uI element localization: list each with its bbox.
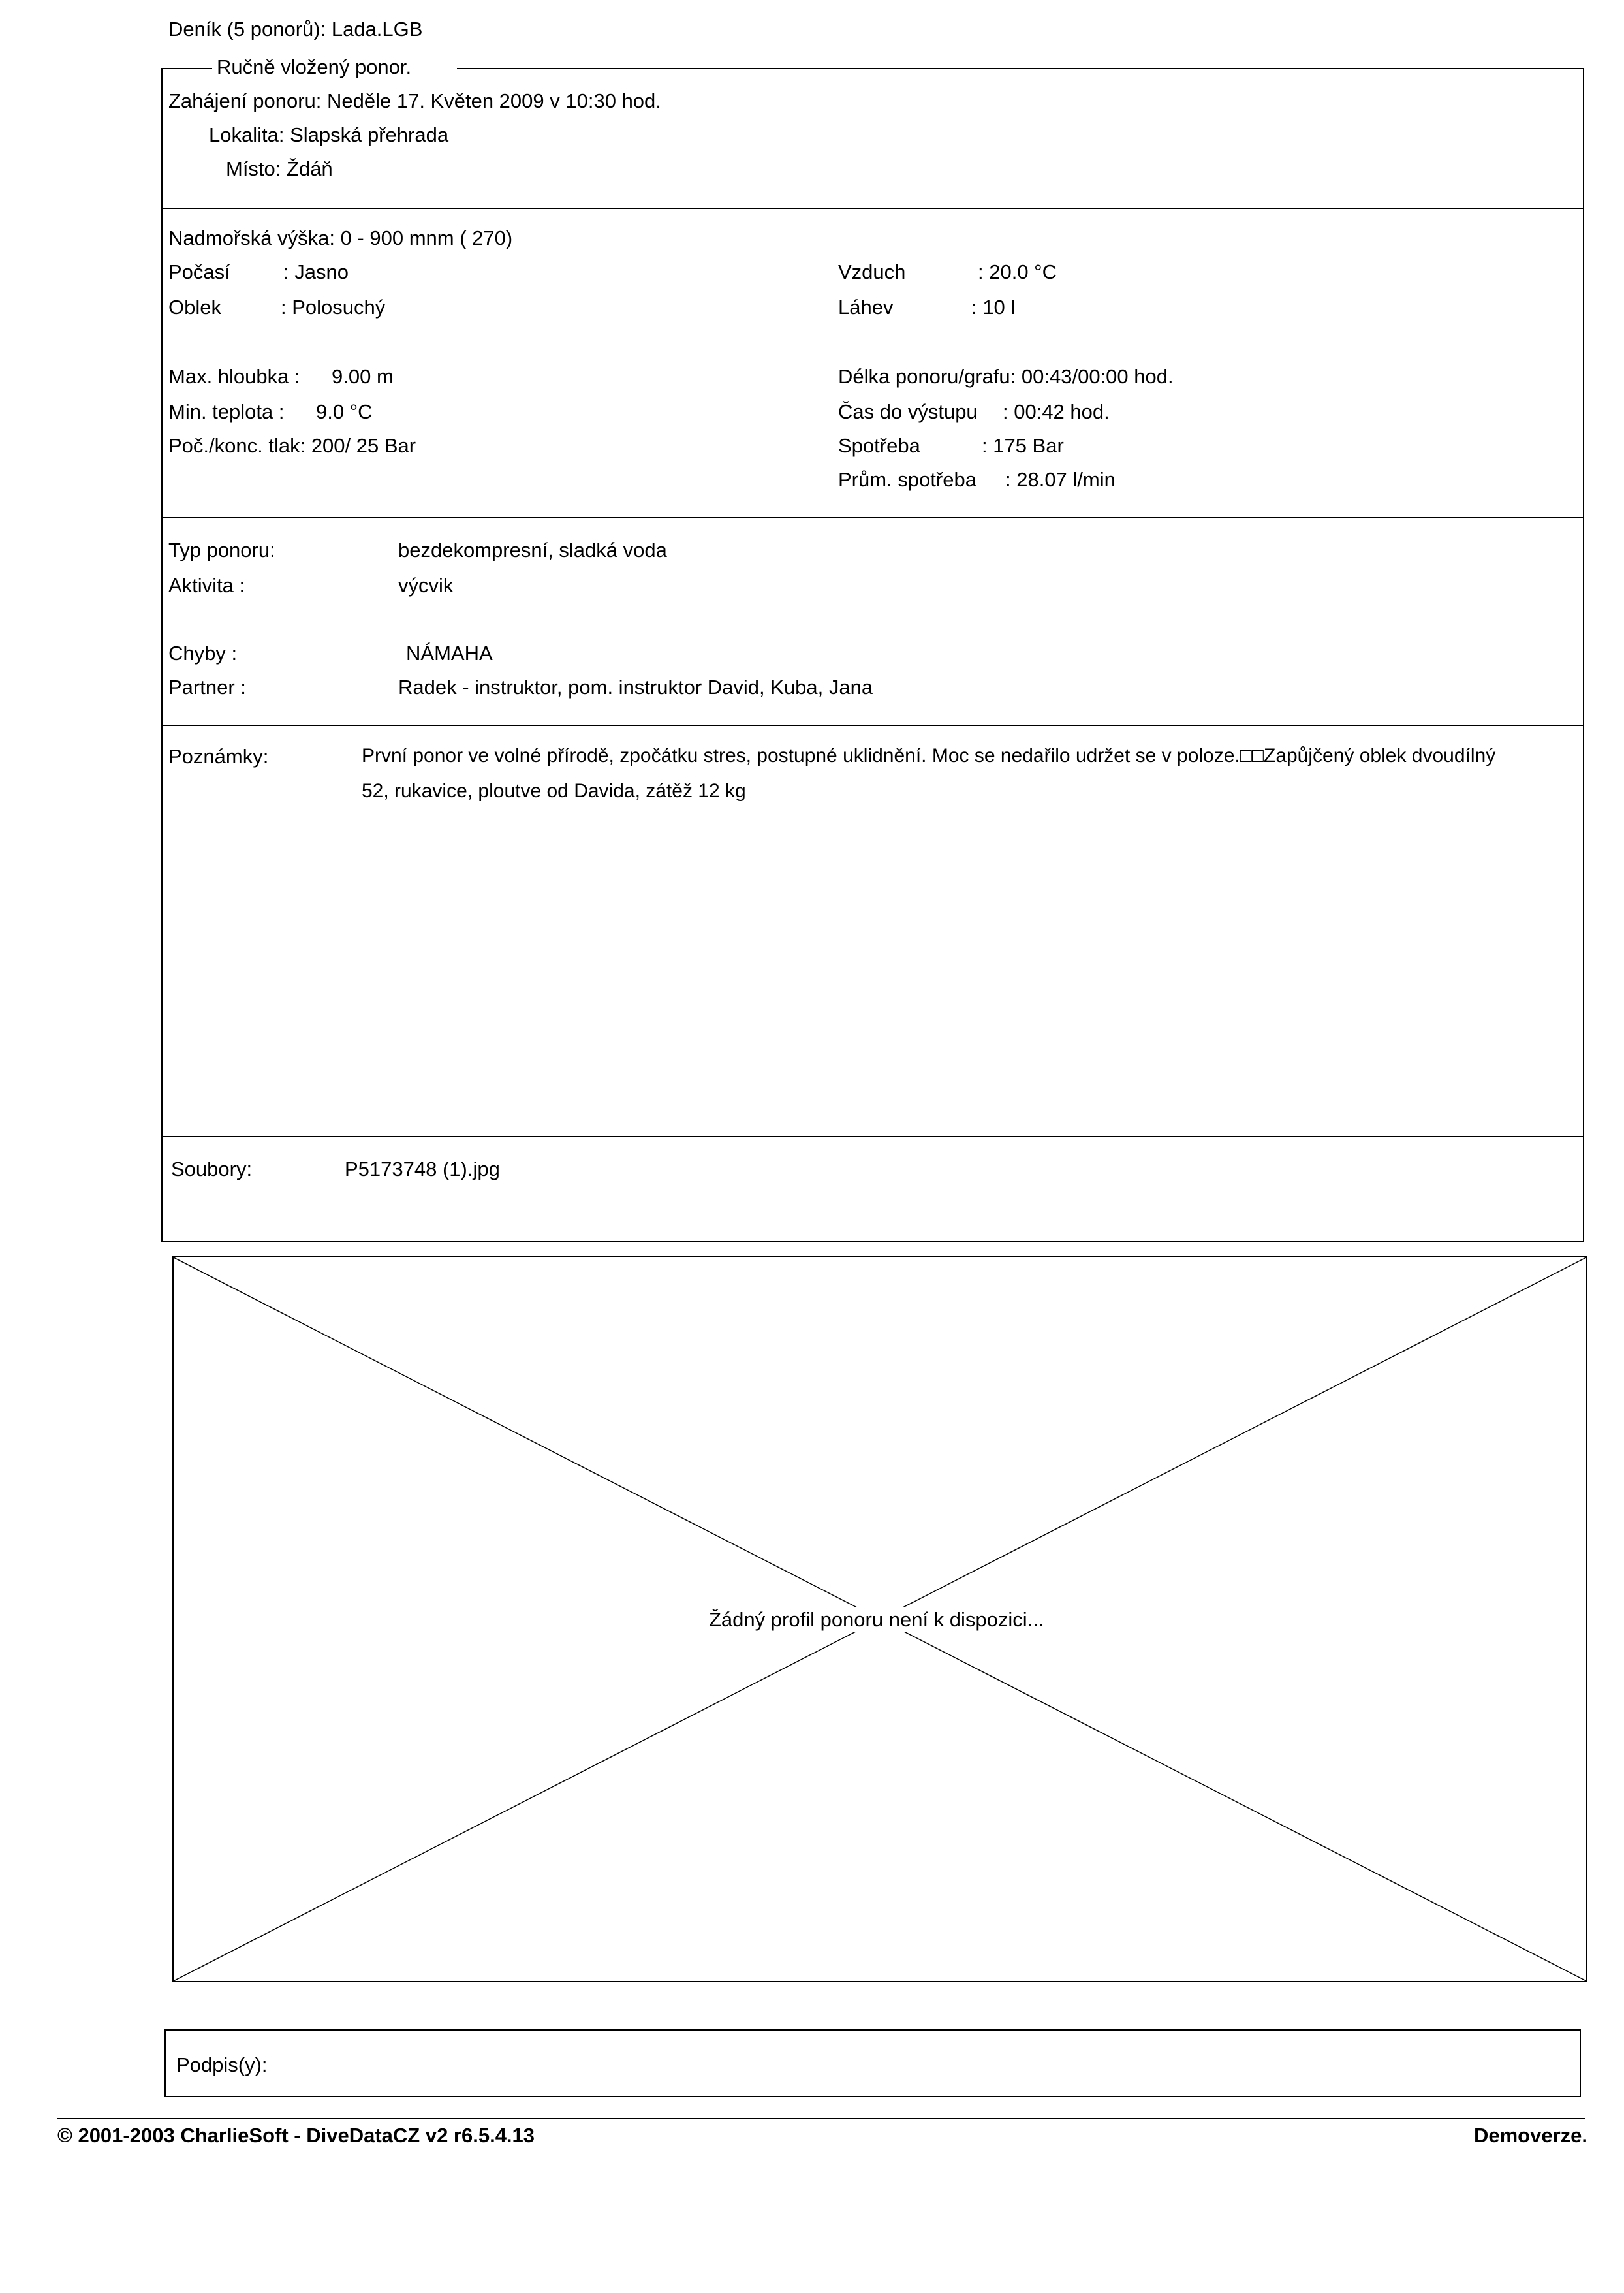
dive-locality: Lokalita: Slapská přehrada	[209, 123, 449, 146]
max-depth-value: 9.00 m	[332, 365, 394, 388]
min-temp-value: 9.0 °C	[316, 400, 373, 423]
footer-edition: Demoverze.	[1473, 2124, 1587, 2147]
group-left-border	[161, 68, 163, 1242]
dive-profile-panel	[172, 1256, 1587, 1982]
partner-value: Radek - instruktor, pom. instruktor David, Kuba, Jana	[398, 676, 873, 699]
notes-label: Poznámky:	[168, 745, 269, 768]
dive-start: Zahájení ponoru: Neděle 17. Květen 2009 v 10:30 hod.	[168, 89, 661, 112]
suit-label: Oblek	[168, 296, 221, 319]
consumption-label: Spotřeba	[838, 434, 920, 457]
signature-label: Podpis(y):	[176, 2053, 268, 2076]
errors-label: Chyby :	[168, 642, 238, 665]
no-profile-message: Žádný profil ponoru není k dispozici...	[709, 1608, 1044, 1631]
ascent-label: Čas do výstupu	[838, 400, 978, 423]
files-label: Soubory:	[171, 1158, 253, 1180]
weather-label: Počasí	[168, 261, 230, 283]
dive-type-value: bezdekompresní, sladká voda	[398, 539, 667, 561]
footer-copyright: © 2001-2003 CharlieSoft - DiveDataCZ v2 r6.5.4.13	[57, 2124, 535, 2147]
errors-value: NÁMAHA	[406, 642, 493, 665]
weather-value: : Jasno	[283, 261, 349, 283]
max-depth-label: Max. hloubka :	[168, 365, 300, 388]
section-divider	[161, 1136, 1584, 1137]
notes-line-2: 52, rukavice, ploutve od Davida, zátěž 12 kg	[362, 780, 746, 802]
dive-length: Délka ponoru/grafu: 00:43/00:00 hod.	[838, 365, 1174, 388]
avg-consumption-value: : 28.07 l/min	[1005, 468, 1116, 491]
dive-place: Místo: Ždáň	[226, 157, 333, 180]
group-top-border-right	[457, 68, 1584, 69]
group-top-border-left	[161, 68, 212, 69]
air-value: : 20.0 °C	[978, 261, 1057, 283]
section-divider	[161, 725, 1584, 726]
air-label: Vzduch	[838, 261, 906, 283]
min-temp-label: Min. teplota :	[168, 400, 285, 423]
suit-value: : Polosuchý	[281, 296, 386, 319]
partner-label: Partner :	[168, 676, 246, 699]
journal-title: Deník (5 ponorů): Lada.LGB	[168, 18, 423, 40]
group-bottom-border	[161, 1241, 1584, 1242]
file-link[interactable]: P5173748 (1).jpg	[345, 1158, 500, 1180]
section-divider	[161, 208, 1584, 209]
group-title: Ručně vložený ponor.	[217, 55, 412, 78]
footer-rule	[57, 2118, 1585, 2119]
activity-label: Aktivita :	[168, 574, 245, 597]
consumption-value: : 175 Bar	[982, 434, 1064, 457]
tank-value: : 10 l	[971, 296, 1016, 319]
section-divider	[161, 517, 1584, 518]
activity-value: výcvik	[398, 574, 454, 597]
dive-type-label: Typ ponoru:	[168, 539, 275, 561]
avg-consumption-label: Prům. spotřeba	[838, 468, 976, 491]
group-right-border	[1583, 68, 1584, 1242]
notes-line-1: První ponor ve volné přírodě, zpočátku stres, postupné uklidnění. Moc se nedařilo udržet se v poloze.□□Zapůjčený oblek dvoudílný	[362, 745, 1496, 767]
tank-label: Láhev	[838, 296, 894, 319]
altitude: Nadmořská výška: 0 - 900 mnm ( 270)	[168, 227, 513, 249]
signature-box	[164, 2029, 1581, 2097]
pressure: Poč./konc. tlak: 200/ 25 Bar	[168, 434, 416, 457]
ascent-value: : 00:42 hod.	[1003, 400, 1110, 423]
